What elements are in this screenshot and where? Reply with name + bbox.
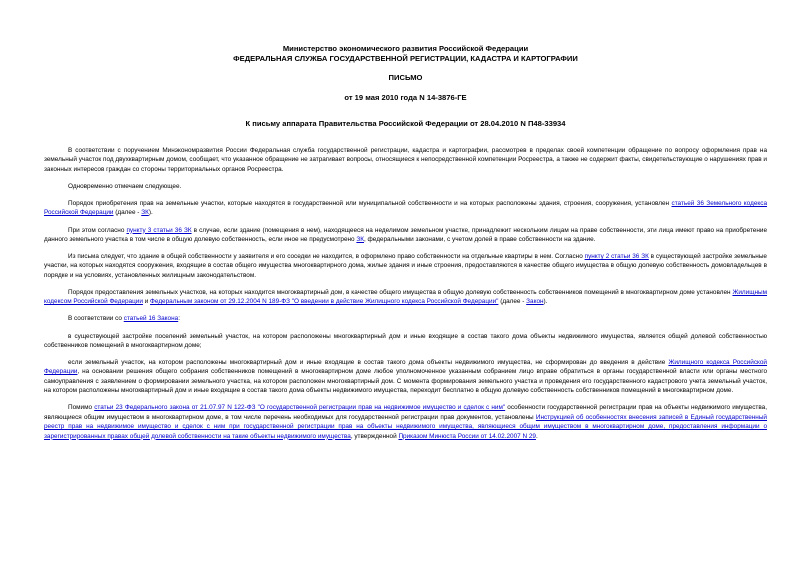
link-law-article-16[interactable]: статьей 16 Закона: [123, 315, 179, 323]
link-zk-article-36[interactable]: статьей 36 Земельного кодекса Российской Федерации: [44, 200, 767, 217]
document-body: [44, 146, 767, 441]
paragraph-text: если земельный участок, на котором расположены многоквартирный дом и иные входящие в состав такого дома объекты недвижимого имущества, не сформирован до введения в действие: [68, 359, 669, 366]
paragraph-text: (далее -: [498, 298, 527, 306]
document-type: ПИСЬМО: [388, 73, 423, 82]
paragraph: [44, 288, 767, 307]
paragraph: [44, 182, 767, 191]
paragraph-text: Порядок приобретения прав на земельные участки, которые находятся в государственной или муниципальной собственности и на которых расположены здания, строения, сооружения, установлен: [68, 200, 672, 207]
paragraph-text: ).: [148, 209, 153, 217]
link-housing-code[interactable]: Жилищным кодексом Российской Федерации: [44, 288, 767, 306]
paragraph-text: и: [142, 298, 151, 306]
paragraph-text: ).: [543, 298, 548, 306]
paragraph-text: Из письма следует, что здание в общей собственности у заявителя и его соседки не находится, в оформлено право собственности на отдельные квартиры в нем. Согласно: [68, 253, 585, 260]
link-zk-article-36-item-3[interactable]: пункту 3 статьи 36 ЗК: [126, 226, 192, 234]
paragraph: [44, 226, 767, 245]
paragraph-text: , на основании решения общего собрания собственников помещений в многоквартирном доме любое уполномоченное указанным собранием лицо вправе обратиться в органы государственной власти или органы местного самоуправления с заявлением о формировании земельного участка, на котором расположен многоквартирный дом. С момента формирования земельного участка и проведения его государственного кадастрового учета земельный участок, на котором расположены многоквартирный дом и иные входящие в состав такого дома объекты недвижимого имущества, переходит бесплатно в общую долевую собственность собственников помещений в многоквартирном доме.: [44, 368, 767, 395]
paragraph: [44, 146, 767, 174]
link-federal-law-122-article-23[interactable]: статьи 23 Федерального закона от 21.07.97 N 122-ФЗ "О государственной регистрации прав на недвижимое имущество и сделок с ним": [94, 404, 506, 412]
link-zk[interactable]: ЗК: [356, 235, 364, 243]
paragraph-text: особенности государственной регистрации прав на объекты недвижимого имущества, являющиеся общим имуществом в многоквартирном доме, в том числе перечень необходимых для государственной регистрации прав документов, установлены: [44, 404, 767, 421]
paragraph: [44, 332, 767, 351]
ministry-name: Министерство экономического развития Российской Федерации: [282, 44, 529, 53]
paragraph: [44, 358, 767, 396]
paragraph-text: В соответствии со: [68, 315, 124, 323]
paragraph-text: При этом согласно: [68, 226, 127, 234]
document-subject: К письму аппарата Правительства Российской Федерации от 28.04.2010 N П48-33934: [245, 119, 566, 128]
paragraph-text: , федеральными законами, с учетом долей в праве собственности на здание.: [363, 235, 596, 243]
link-federal-law-189[interactable]: Федеральным законом от 29.12.2004 N 189-ФЗ "О введении в действие Жилищного кодекса Российской Федерации": [150, 298, 499, 306]
paragraph-text: В соответствии с поручением Минэкономразвития России Федеральная служба государственной регистрации, кадастра и картографии, рассмотрев в пределах своей компетенции обращение по вопросу оформления прав на земельный участок под двухквартирным домом, сообщает, что указанное обращение не затрагивает вопросы, относящиеся к непосредственной компетенции Росреестра, а также не содержит факты, свидетельствующие о нарушениях прав и законных интересов граждан со стороны территориальных органов Росреестра.: [44, 147, 767, 173]
paragraph-text: Одновременно отмечаем следующее.: [68, 182, 182, 190]
paragraph: [44, 403, 767, 441]
link-minjust-order-29[interactable]: Приказом Минюста России от 14.02.2007 N 29: [398, 432, 536, 440]
link-zk[interactable]: ЗК: [141, 209, 149, 217]
link-law[interactable]: Закон: [526, 298, 544, 306]
paragraph-text: .: [535, 432, 538, 440]
paragraph-text: (далее -: [113, 209, 142, 217]
paragraph-text: Порядок предоставления земельных участков, на которых находится многоквартирный дом, в качестве общего имущества в общую долевую собственность собственников помещений в многоквартирном доме установлен: [68, 288, 733, 296]
link-registration-instruction[interactable]: Инструкцией об особенностях внесения записей в Единый государственный реестр прав на недвижимое имущество и сделок с ним при государственной регистрации прав на объекты недвижимого имущества, являющиеся общим имуществом в многоквартирном доме, предоставления информации о зарегистрированных правах общей долевой собственности на такие объекты недвижимого имущества: [44, 413, 767, 440]
link-housing-code[interactable]: Жилищного кодекса Российской Федерации: [44, 359, 768, 376]
paragraph: [44, 314, 767, 323]
paragraph: [44, 199, 767, 218]
document-date-number: от 19 мая 2010 года N 14-3876-ГЕ: [344, 93, 467, 102]
paragraph-text: в существующей застройке поселений земельный участок, на котором расположены многоквартирный дом и иные входящие в состав такого дома объекты недвижимого имущества, является общей долевой собственностью собственников помещений в многоквартирном доме;: [44, 332, 767, 349]
paragraph-text: , утвержденной: [350, 432, 399, 440]
paragraph-text: в случае, если здание (помещения в нем), находящееся на неделимом земельном участке, принадлежит нескольким лицам на праве собственности, эти лица имеют право на приобретение данного земельного участка в том числе в общую долевую собственность, если иное не предусмотрено: [44, 226, 768, 243]
paragraph: [44, 252, 767, 280]
link-zk-article-36-item-2[interactable]: пункту 2 статьи 36 ЗК: [584, 253, 649, 260]
paragraph-text: в существующей застройке земельные участки, на которых находятся сооружения, входящие в состав общего имущества многоквартирного дома, жилые здания и иные строения, предоставляются в качестве общего имущества в общую долевую собственность домовладельцев в порядке и на условиях, установленных жилищным законодательством.: [44, 253, 767, 279]
paragraph-text: :: [178, 315, 180, 323]
paragraph-text: Помимо: [68, 404, 95, 412]
service-name: ФЕДЕРАЛЬНАЯ СЛУЖБА ГОСУДАРСТВЕННОЙ РЕГИСТРАЦИИ, КАДАСТРА И КАРТОГРАФИИ: [233, 54, 578, 63]
